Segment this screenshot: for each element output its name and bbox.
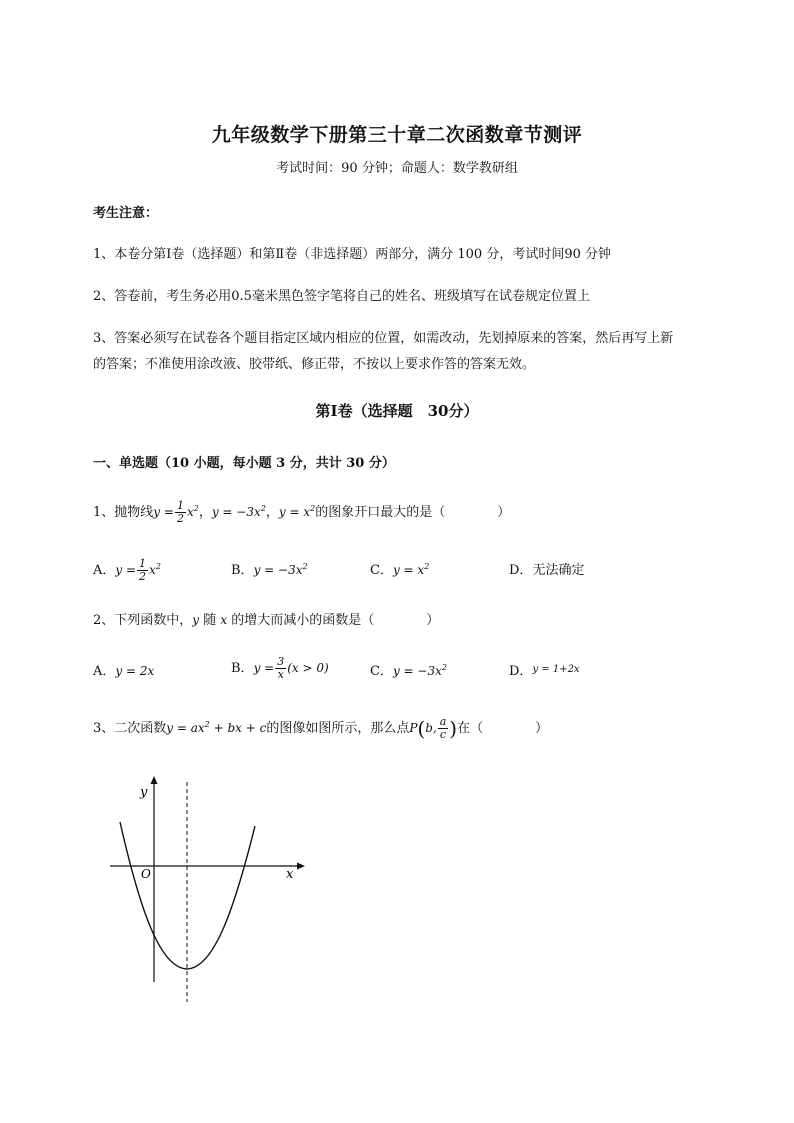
y-axis-arrow [151,776,158,784]
exam-info: 考试时间：90 分钟；命题人：数学教研组 [276,161,518,176]
page-title: 九年级数学下册第三十章二次函数章节测评 [211,124,583,146]
question-3: 3、二次函数$y = ax^2$ + bx + c的图像如图所示，那么点P(b, $\frac{a}{c}$ )在（ ） [93,715,549,741]
question-2: 2、下列函数中，y 随 x 的增大而减小的函数是（ ） [93,613,440,628]
q1-formula-2: $y = -3x^2$ [211,504,266,519]
q1-option-c[interactable]: C．$y = x^2$ [370,562,430,578]
q1-option-b[interactable]: B．$y = -3x^2$ [231,562,308,578]
notice-item-3: 3、答案必须写在试卷各个题目指定区域内相应的位置，如需改动，先划掉原来的答案，然后再写上新 [93,331,674,346]
parabola-graph [100,770,320,1010]
q1-option-a[interactable]: A．y = $\frac{1}{2}$ $x^2$ [93,557,161,583]
q3-point: P(b, $\frac{a}{c}$ ) [409,715,458,741]
q1-formula-3: $y = x^2$ [278,504,316,519]
q1-suffix: 的图象开口最大的是（ ） [315,505,511,520]
q1-prefix: 1、抛物线 [93,505,154,520]
q2-option-b[interactable]: B．y = $\frac{3}{x}$ (x > 0) [231,655,329,681]
q3-function: $y = ax^2$ + bx + c [166,720,267,735]
q2-option-d[interactable]: D．$^{y = 1+2x}$ [509,664,580,679]
q2-option-a[interactable]: A．y = 2x [93,664,155,679]
origin-label: O [141,867,151,881]
x-axis-arrow [297,863,305,870]
part-title: 一、单选题（10 小题，每小题 3 分，共计 30 分） [93,456,395,471]
notice-heading: 考生注意： [93,206,159,221]
notice-item-1: 1、本卷分第Ⅰ卷（选择题）和第Ⅱ卷（非选择题）两部分，满分 100 分，考试时间90 分钟 [93,247,611,262]
question-1: 1、抛物线y = $\frac{1}{2}$ $x^2$，$y = -3x^2$，$y = x^2$的图象开口最大的是（ ） [93,499,511,525]
q1-option-d[interactable]: D．无法确定 [509,563,585,578]
x-axis-label: x [286,867,294,882]
q2-option-c[interactable]: C．$y = -3x^2$ [370,663,447,679]
q1-formula-1: y = $\frac{1}{2}$ $x^2$ [153,499,199,525]
y-axis-label: y [140,785,148,800]
notice-item-2: 2、答卷前，考生务必用0.5毫米黑色签字笔将自己的姓名、班级填写在试卷规定位置上 [93,289,590,304]
notice-item-3-cont: 的答案；不准使用涂改液、胶带纸、修正带，不按以上要求作答的答案无效。 [93,357,536,372]
section-title: 第Ⅰ卷（选择题 30分） [315,402,479,420]
